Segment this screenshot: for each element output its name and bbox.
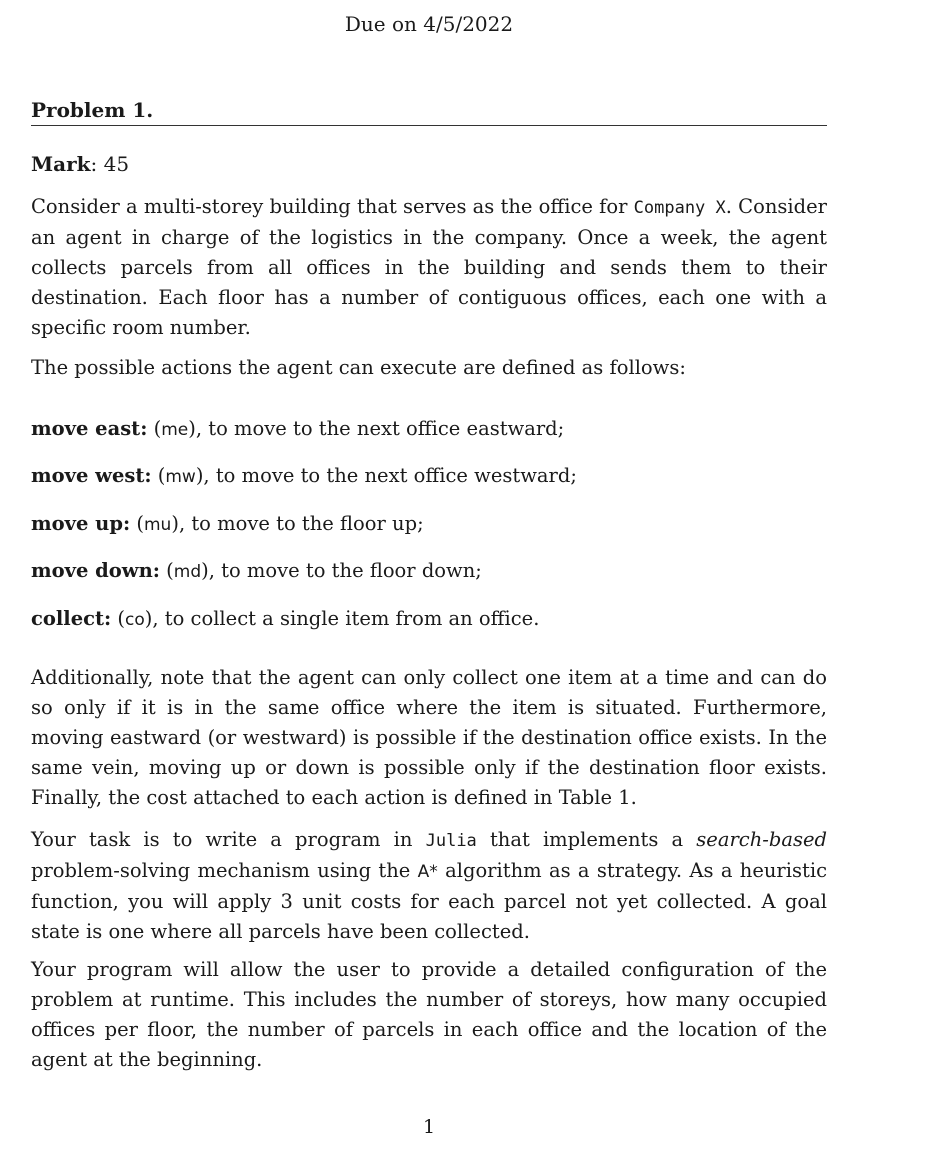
intro-paragraph <box>31 192 827 343</box>
action-abbr: mu <box>144 515 172 535</box>
action-desc: ), to move to the next office eastward; <box>188 417 565 440</box>
task-paragraph <box>31 825 827 947</box>
action-item: collect: (co), to collect a single item from an office. <box>31 607 540 630</box>
action-item: move down: (md), to move to the floor down; <box>31 559 482 582</box>
actions-intro: The possible actions the agent can execute are defined as follows: <box>31 356 686 379</box>
action-abbr: me <box>161 420 189 440</box>
action-name: move up: <box>31 512 131 535</box>
action-desc: ), to move to the floor down; <box>201 559 482 582</box>
due-date: Due on 4/5/2022 <box>344 12 514 36</box>
action-item: move west: (mw), to move to the next office westward; <box>31 464 577 487</box>
title-rule <box>31 125 827 126</box>
action-name: move east: <box>31 417 148 440</box>
page-number: 1 <box>422 1116 436 1138</box>
constraints-paragraph: Additionally, note that the agent can only collect one item at a time and can do so only if it is in the same office where the item is situated. Furthermore, moving eastward (or westward) is possible if the destination office exists. In the same vein, moving up or down is possible only if the destination floor exists. Finally, the cost attached to each action is defined in Table 1. <box>31 666 827 809</box>
intro-text-a: Consider a multi-storey building that serves as the office for <box>31 195 634 218</box>
task-text-c: problem-solving mechanism using the <box>31 859 418 882</box>
action-name: move west: <box>31 464 152 487</box>
action-item: move up: (mu), to move to the floor up; <box>31 512 424 535</box>
action-desc: ), to move to the floor up; <box>171 512 424 535</box>
action-desc: ), to move to the next office westward; <box>195 464 577 487</box>
action-desc: ), to collect a single item from an office. <box>144 607 540 630</box>
task-text-a: Your task is to write a program in <box>31 828 426 851</box>
action-item: move east: (me), to move to the next office eastward; <box>31 417 565 440</box>
action-abbr: co <box>125 610 145 630</box>
astar-name: A* <box>417 862 438 882</box>
action-abbr: mw <box>165 467 196 487</box>
problem-title: Problem 1. <box>31 98 154 122</box>
intro-text-b: . Consider an agent in charge of the logistics in the company. Once a week, the agent collects parcels from all offices in the building and sends them to their destination. Each floor has a number of contiguous offices, each one with a specific room number. <box>31 195 827 339</box>
config-paragraph: Your program will allow the user to provide a detailed configuration of the problem at runtime. This includes the number of storeys, how many occupied offices per floor, the number of parcels in each office and the location of the agent at the beginning. <box>31 958 827 1071</box>
search-based-emphasis: search-based <box>696 828 827 851</box>
action-name: collect: <box>31 607 112 630</box>
mark-line <box>31 152 129 176</box>
mark-value: : 45 <box>90 152 130 176</box>
action-abbr: md <box>173 562 202 582</box>
task-text-b: that implements a <box>476 828 697 851</box>
action-name: move down: <box>31 559 160 582</box>
mark-label: Mark <box>31 152 91 176</box>
company-name: Company X <box>633 198 726 218</box>
task-text-d: algorithm as a strategy. As a heuristic function, you will apply 3 unit costs for each parcel not yet collected. A goal state is one where all parcels have been collected. <box>31 859 827 943</box>
language-name: Julia <box>425 831 477 851</box>
